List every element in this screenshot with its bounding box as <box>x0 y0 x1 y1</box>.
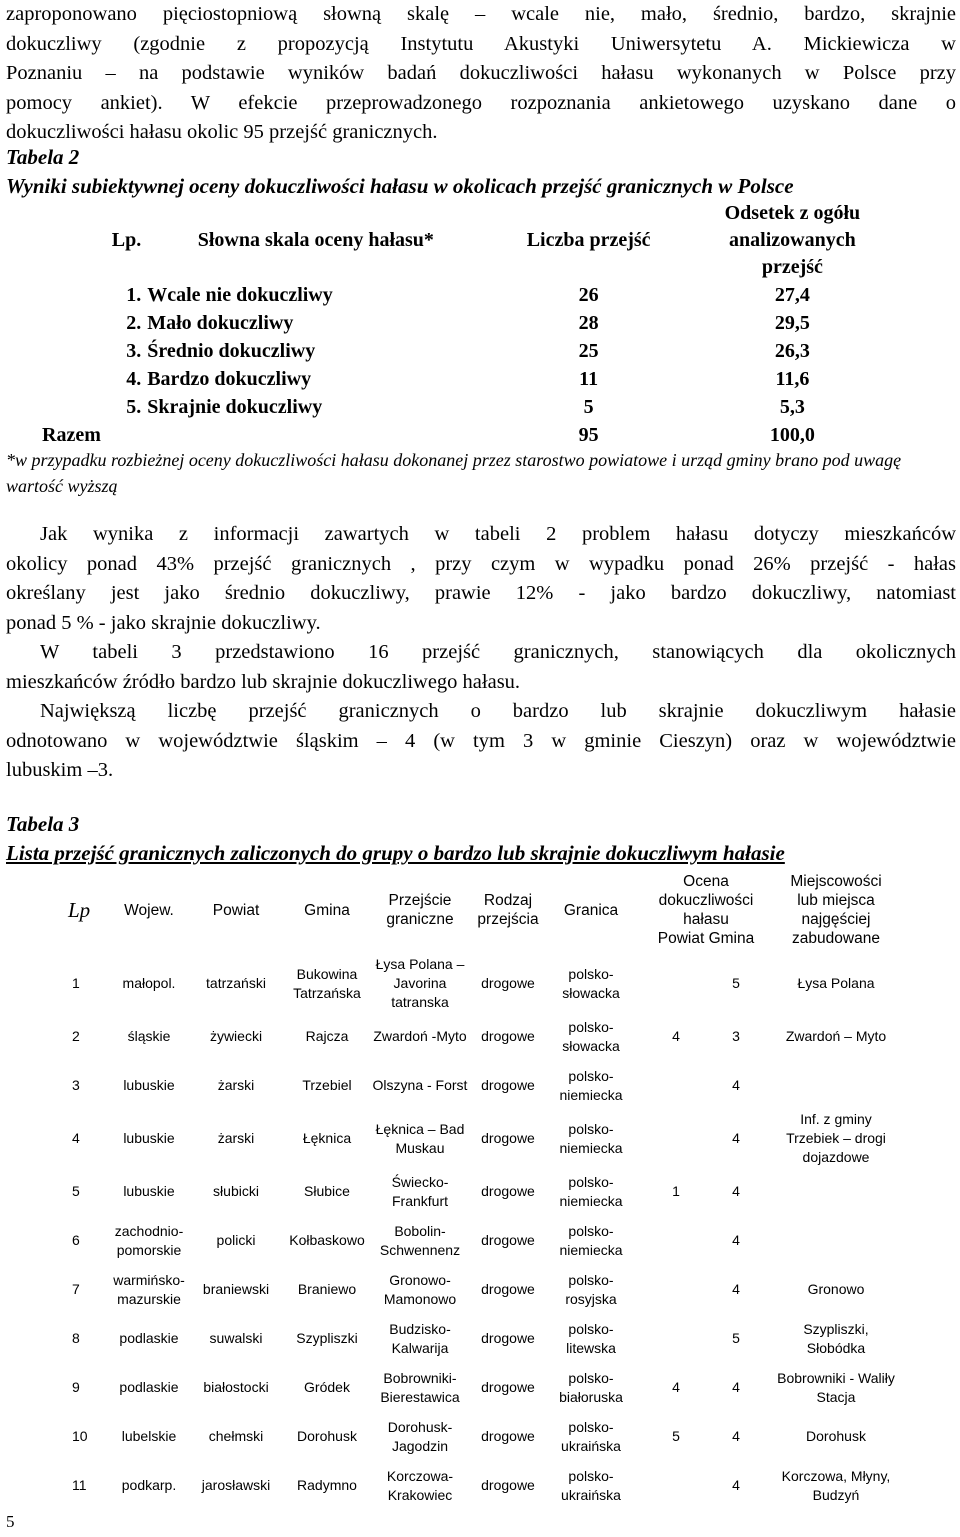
table2-total-row <box>42 421 892 449</box>
cell-liczba: 25 <box>578 340 599 362</box>
paragraph-line: okolicy ponad 43% przejść granicznych , przy czym w wypadku ponad 26% przejść - hałas <box>6 552 956 575</box>
table2-row <box>42 281 892 309</box>
intro-line: pomocy ankiet). W efekcie przeprowadzonego rozpoznania ankietowego uzyskano dane o <box>6 91 956 114</box>
header-odsetek-line: analizowanych <box>729 229 856 251</box>
total-odsetek: 100,0 <box>769 424 815 446</box>
table2-title: Wyniki subiektywnej oceny dokuczliwości hałasu w okolicach przejść granicznych w Polsce <box>6 174 794 198</box>
t3-cell-przejscie: Łęknica – Bad Muskau <box>375 1120 465 1156</box>
t3-cell-gmina: Kołbaskowo <box>289 1232 365 1248</box>
t3-cell-powiat: policki <box>216 1232 256 1248</box>
t3-cell-lp: 1 <box>72 975 80 991</box>
t3-cell-gmina: Trzebiel <box>302 1077 352 1093</box>
t3-cell-rodzaj: drogowe <box>481 1428 535 1444</box>
t3-cell-powiat: tatrzański <box>206 975 266 991</box>
t3-cell-powiat: żarski <box>217 1077 255 1093</box>
cell-liczba: 26 <box>578 284 599 306</box>
paragraph-line: Jak wynika z informacji zawartych w tabeli 2 problem hałasu dotyczy mieszkańców <box>40 523 956 545</box>
paragraph-line: W tabeli 3 przedstawiono 16 przejść granicznych, stanowiących dla okolicznych <box>40 641 956 663</box>
cell-lp: 4. <box>126 368 142 390</box>
t3-cell-granica: polsko-niemiecka <box>559 1067 623 1103</box>
t3-cell-woj: lubuskie <box>123 1077 175 1093</box>
t3-cell-przejscie: Łysa Polana – Javorina tatranska <box>375 956 465 1010</box>
table3 <box>64 865 896 1510</box>
table2-header-row <box>42 200 892 281</box>
intro-line: Poznaniu – na podstawie wyników badań dokuczliwości hałasu wykonanych w Polsce przy <box>6 62 956 84</box>
t3-cell-granica: polsko-niemiecka <box>559 1120 623 1156</box>
t3-ocena-powiat: 4 <box>672 1379 680 1395</box>
t3-cell-woj: podlaskie <box>119 1330 179 1346</box>
t3-cell-miejsc: Korczowa, Młyny, Budzyń <box>781 1467 891 1503</box>
cell-liczba: 28 <box>578 312 599 334</box>
t3-cell-granica: polsko-słowacka <box>562 1018 620 1054</box>
table3-header-row <box>64 865 896 955</box>
t3-ocena-gmina: 4 <box>732 1232 740 1248</box>
t3-cell-woj: podlaskie <box>119 1379 179 1395</box>
cell-skala: Średnio dokuczliwy <box>147 340 316 362</box>
intro-paragraph <box>6 0 956 148</box>
t3-cell-powiat: suwalski <box>209 1330 263 1346</box>
table3-row <box>64 1216 896 1265</box>
t3-cell-gmina: Bukowina Tatrzańska <box>293 965 361 1001</box>
t3-ocena-gmina: 4 <box>732 1428 740 1444</box>
cell-lp: 1. <box>126 284 142 306</box>
t3-cell-granica: polsko-niemiecka <box>559 1173 623 1209</box>
t3-cell-przejscie: Dorohusk-Jagodzin <box>387 1418 453 1454</box>
t3-cell-gmina: Rajcza <box>305 1028 349 1044</box>
t3-ocena-gmina: 4 <box>732 1077 740 1093</box>
t3-cell-przejscie: Bobrowniki-Bierestawica <box>380 1369 460 1405</box>
header-odsetek <box>693 200 892 281</box>
t3-cell-przejscie: Olszyna - Forst <box>372 1077 468 1093</box>
t3-ocena-gmina: 5 <box>732 1330 740 1346</box>
t3-cell-lp: 11 <box>72 1477 87 1493</box>
t3-header-granica: Granica <box>563 901 619 919</box>
t3-cell-woj: lubuskie <box>123 1183 175 1199</box>
t3-cell-przejscie: Bobolin-Schwennenz <box>379 1222 461 1258</box>
t3-ocena-gmina: 4 <box>732 1379 740 1395</box>
intro-line: dokuczliwy (zgodnie z propozycją Instytutu Akustyki Uniwersytetu A. Mickiewicza w <box>6 32 956 55</box>
t3-cell-rodzaj: drogowe <box>481 1183 535 1199</box>
t3-cell-lp: 4 <box>72 1130 80 1146</box>
table3-title: Lista przejść granicznych zaliczonych do grupy o bardzo lub skrajnie dokuczliwym hałasie <box>6 841 785 865</box>
t3-cell-miejsc: Łysa Polana <box>797 975 875 991</box>
t3-cell-ocena <box>636 1216 776 1265</box>
table2-row <box>42 337 892 365</box>
t3-ocena-gmina: 4 <box>732 1183 740 1199</box>
paragraph-2 <box>6 638 956 697</box>
t3-cell-rodzaj: drogowe <box>481 975 535 991</box>
cell-skala: Mało dokuczliwy <box>147 312 294 334</box>
t3-cell-miejsc <box>776 1061 896 1110</box>
t3-cell-gmina: Szypliszki <box>296 1330 358 1346</box>
paragraph-line: odnotowano w województwie śląskim – 4 (w tym 3 w gminie Cieszyn) oraz w województwie <box>6 729 956 752</box>
t3-header-line: hałasu <box>683 911 729 928</box>
table3-row <box>64 1012 896 1061</box>
t3-cell-powiat: białostocki <box>203 1379 269 1395</box>
t3-cell-granica: polsko-ukraińska <box>561 1418 621 1454</box>
t3-cell-ocena <box>636 1061 776 1110</box>
t3-header-przejscie <box>370 865 470 955</box>
t3-header-line: lub miejsca <box>797 892 875 909</box>
t3-header-line: najgęściej <box>801 911 871 928</box>
t3-header-line: zabudowane <box>792 930 880 947</box>
cell-skala: Wcale nie dokuczliwy <box>147 284 333 306</box>
t3-header-gmina: Gmina <box>304 901 350 919</box>
t3-cell-lp: 9 <box>72 1379 80 1395</box>
paragraph-3 <box>6 697 956 786</box>
t3-cell-ocena <box>636 1314 776 1363</box>
t3-header-ocena <box>636 865 776 955</box>
table3-row <box>64 1061 896 1110</box>
t3-header-powiat: Powiat <box>212 901 260 919</box>
total-label: Razem <box>42 424 101 446</box>
table2-row <box>42 309 892 337</box>
paragraph-1 <box>6 520 956 638</box>
cell-odsetek: 5,3 <box>779 396 805 418</box>
paragraph-line: Największą liczbę przejść granicznych o bardzo lub skrajnie dokuczliwym hałasie <box>40 700 956 722</box>
t3-cell-gmina: Łęknica <box>302 1130 352 1146</box>
t3-cell-ocena <box>636 1461 776 1510</box>
t3-cell-rodzaj: drogowe <box>481 1077 535 1093</box>
t3-cell-lp: 10 <box>72 1428 88 1444</box>
t3-ocena-gmina: 3 <box>732 1028 740 1044</box>
t3-cell-powiat: słubicki <box>213 1183 259 1199</box>
table2-row <box>42 393 892 421</box>
cell-odsetek: 26,3 <box>774 340 810 362</box>
table3-row <box>64 955 896 1012</box>
t3-cell-woj: śląskie <box>127 1028 171 1044</box>
t3-header-woj: Wojew. <box>124 901 174 919</box>
t3-ocena-gmina: 4 <box>732 1130 740 1146</box>
table2-caption: Tabela 2 <box>6 145 80 169</box>
t3-cell-granica: polsko-ukraińska <box>561 1467 621 1503</box>
t3-header-line: dokuczliwości <box>658 892 754 909</box>
t3-cell-przejscie: Gronowo-Mamonowo <box>383 1271 457 1307</box>
table2-footnote: *w przypadku rozbieżnej oceny dokuczliwości hałasu dokonanej przez starostwo powiatowe i urząd gminy brano pod uwagę wartość wyższą <box>6 450 902 496</box>
t3-cell-gmina: Słubice <box>304 1183 350 1199</box>
t3-cell-rodzaj: drogowe <box>481 1379 535 1395</box>
t3-header-line: Rodzaj <box>483 892 533 909</box>
t3-header-line: Przejście <box>388 892 452 909</box>
t3-cell-powiat: żarski <box>217 1130 255 1146</box>
t3-cell-rodzaj: drogowe <box>481 1330 535 1346</box>
table3-row <box>64 1363 896 1412</box>
t3-cell-powiat: braniewski <box>202 1281 270 1297</box>
table3-row <box>64 1167 896 1216</box>
t3-header-line: graniczne <box>386 911 454 928</box>
t3-cell-granica: polsko-niemiecka <box>559 1222 623 1258</box>
cell-odsetek: 11,6 <box>775 368 810 390</box>
t3-cell-gmina: Braniewo <box>297 1281 357 1297</box>
t3-cell-miejsc <box>776 1167 896 1216</box>
header-odsetek-line: Odsetek z ogółu <box>724 202 861 224</box>
cell-skala: Skrajnie dokuczliwy <box>147 396 323 418</box>
t3-cell-przejscie: Budzisko-Kalwarija <box>389 1320 451 1356</box>
cell-lp: 3. <box>126 340 142 362</box>
cell-liczba: 11 <box>579 368 599 390</box>
t3-cell-woj: małopol. <box>122 975 176 991</box>
paragraph-line: określany jest jako średnio dokuczliwy, prawie 12% - jako bardzo dokuczliwy, natomiast <box>6 582 956 604</box>
t3-cell-miejsc: Gronowo <box>807 1281 865 1297</box>
cell-liczba: 5 <box>583 396 594 418</box>
table3-row <box>64 1110 896 1167</box>
t3-ocena-powiat: 5 <box>672 1428 680 1444</box>
t3-cell-woj: zachodnio-pomorskie <box>114 1222 184 1258</box>
t3-cell-miejsc: Dorohusk <box>806 1428 866 1444</box>
t3-ocena-gmina: 4 <box>732 1477 740 1493</box>
intro-line: zaproponowano pięciostopniową słowną skalę – wcale nie, mało, średnio, bardzo, skrajnie <box>6 3 956 25</box>
t3-cell-rodzaj: drogowe <box>481 1130 535 1146</box>
t3-cell-lp: 7 <box>72 1281 80 1297</box>
t3-cell-ocena <box>636 955 776 1012</box>
t3-cell-woj: warmińsko-mazurskie <box>113 1271 185 1307</box>
t3-cell-gmina: Gródek <box>304 1379 350 1395</box>
t3-cell-miejsc: Inf. z gminy Trzebiek – drogi dojazdowe <box>786 1111 886 1165</box>
t3-cell-ocena <box>636 1363 776 1412</box>
t3-cell-granica: polsko-litewska <box>566 1320 616 1356</box>
header-liczba: Liczba przejść <box>526 229 651 251</box>
t3-cell-miejsc: Bobrowniki - Waliły Stacja <box>777 1369 895 1405</box>
t3-cell-gmina: Dorohusk <box>297 1428 357 1444</box>
cell-skala: Bardzo dokuczliwy <box>147 368 312 390</box>
t3-cell-rodzaj: drogowe <box>481 1477 535 1493</box>
header-skala: Słowna skala oceny hałasu* <box>197 229 434 251</box>
paragraph-line: lubuskim –3. <box>6 759 114 781</box>
cell-odsetek: 27,4 <box>774 284 810 306</box>
header-lp: Lp. <box>111 229 142 251</box>
table2 <box>42 200 892 449</box>
t3-cell-ocena <box>636 1012 776 1061</box>
t3-cell-lp: 6 <box>72 1232 80 1248</box>
t3-header-line: Ocena <box>683 873 729 890</box>
paragraph-line: ponad 5 % - jako skrajnie dokuczliwy. <box>6 611 321 634</box>
t3-ocena-powiat: 4 <box>672 1028 680 1044</box>
t3-cell-rodzaj: drogowe <box>481 1281 535 1297</box>
t3-cell-woj: lubelskie <box>121 1428 177 1444</box>
t3-cell-lp: 8 <box>72 1330 80 1346</box>
table3-row <box>64 1314 896 1363</box>
t3-cell-miejsc <box>776 1216 896 1265</box>
cell-lp: 2. <box>126 312 142 334</box>
table2-row <box>42 365 892 393</box>
t3-cell-rodzaj: drogowe <box>481 1028 535 1044</box>
t3-header-miejsc <box>776 865 896 955</box>
t3-cell-rodzaj: drogowe <box>481 1232 535 1248</box>
t3-header-line: przejścia <box>477 911 539 928</box>
t3-cell-ocena <box>636 1167 776 1216</box>
t3-ocena-gmina: 4 <box>732 1281 740 1297</box>
paragraph-line: mieszkańców źródło bardzo lub skrajnie dokuczliwego hałasu. <box>6 670 521 693</box>
t3-cell-powiat: jarosławski <box>201 1477 271 1493</box>
t3-cell-woj: podkarp. <box>121 1477 177 1493</box>
t3-cell-miejsc: Szypliszki, Słobódka <box>803 1320 869 1356</box>
t3-cell-lp: 5 <box>72 1183 80 1199</box>
t3-cell-przejscie: Korczowa-Krakowiec <box>386 1467 454 1503</box>
t3-cell-woj: lubuskie <box>123 1130 175 1146</box>
table3-row <box>64 1461 896 1510</box>
t3-cell-powiat: chełmski <box>208 1428 264 1444</box>
t3-cell-ocena <box>636 1110 776 1167</box>
t3-cell-przejscie: Zwardoń -Myto <box>373 1028 467 1044</box>
t3-header-line: Miejscowości <box>790 873 882 890</box>
t3-cell-miejsc: Zwardoń – Myto <box>785 1028 887 1044</box>
table3-row <box>64 1265 896 1314</box>
cell-odsetek: 29,5 <box>774 312 810 334</box>
table3-caption: Tabela 3 <box>6 812 80 836</box>
t3-header-lp: Lp <box>68 897 91 922</box>
cell-lp: 5. <box>126 396 142 418</box>
t3-cell-powiat: żywiecki <box>209 1028 263 1044</box>
t3-cell-granica: polsko-białoruska <box>559 1369 623 1405</box>
intro-line: dokuczliwości hałasu okolic 95 przejść granicznych. <box>6 121 438 143</box>
t3-cell-ocena <box>636 1412 776 1461</box>
t3-ocena-powiat: 1 <box>672 1183 680 1199</box>
header-odsetek-line: przejść <box>761 256 823 278</box>
t3-cell-lp: 3 <box>72 1077 80 1093</box>
t3-cell-gmina: Radymno <box>297 1477 357 1493</box>
t3-header-rodzaj <box>470 865 546 955</box>
t3-cell-ocena <box>636 1265 776 1314</box>
t3-cell-granica: polsko-rosyjska <box>565 1271 617 1307</box>
body-text <box>6 520 956 786</box>
t3-ocena-gmina: 5 <box>732 975 740 991</box>
t3-cell-granica: polsko-słowacka <box>562 965 620 1001</box>
page-number: 5 <box>6 1512 15 1531</box>
table3-row <box>64 1412 896 1461</box>
t3-cell-lp: 2 <box>72 1028 80 1044</box>
t3-header-line: Powiat Gmina <box>657 930 755 947</box>
total-liczba: 95 <box>578 424 599 446</box>
t3-cell-przejscie: Świecko-Frankfurt <box>391 1173 449 1209</box>
